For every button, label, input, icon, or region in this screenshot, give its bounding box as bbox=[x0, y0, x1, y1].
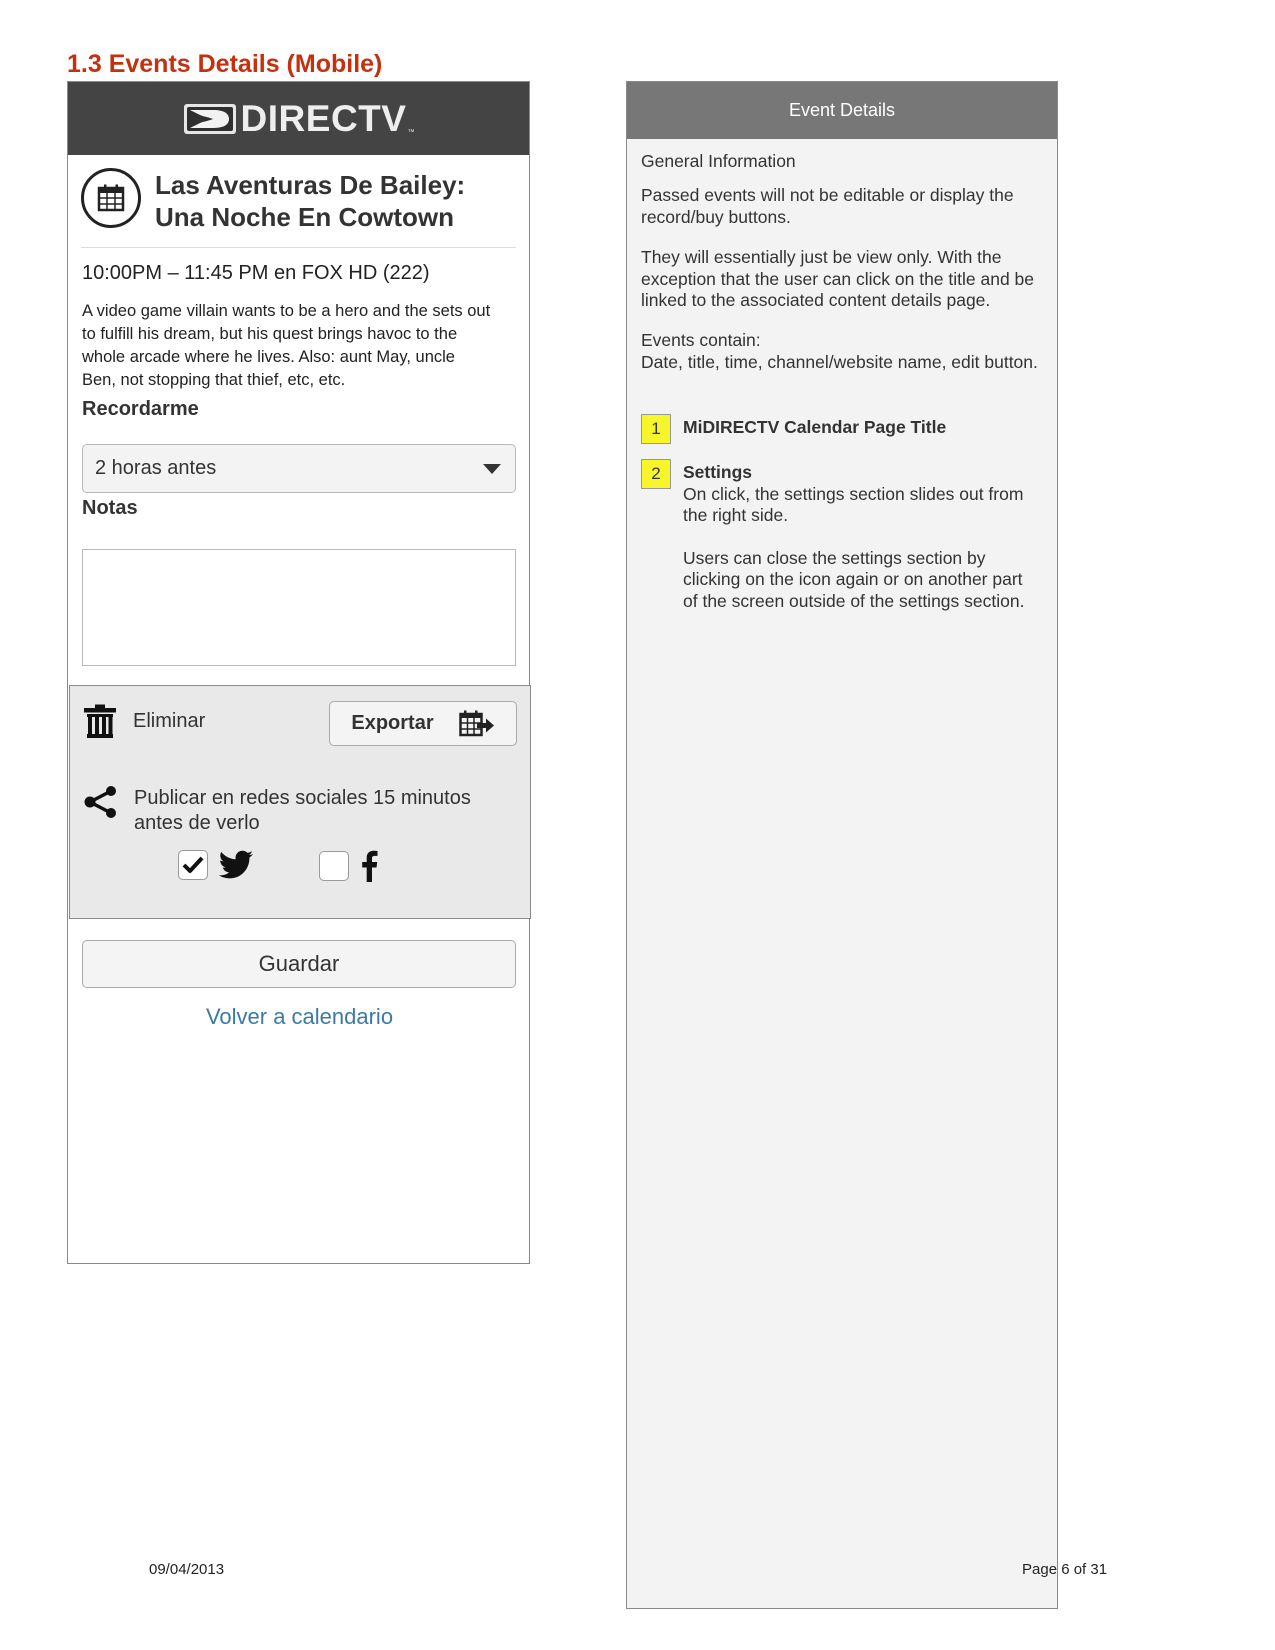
delete-button[interactable] bbox=[84, 704, 205, 738]
facebook-icon bbox=[359, 850, 379, 882]
event-title-line-1: Las Aventuras De Bailey: bbox=[155, 170, 466, 200]
event-time: 10:00PM – 11:45 PM en FOX HD (222) bbox=[82, 262, 430, 284]
event-title-line-2: Una Noche En Cowtown bbox=[155, 202, 454, 232]
annotation-paragraph-3-line-1: Events contain: bbox=[641, 330, 761, 350]
annotation-paragraph-3-line-2: Date, title, time, channel/website name, edit button. bbox=[641, 351, 1038, 372]
notes-label: Notas bbox=[82, 497, 138, 519]
delete-label: Eliminar bbox=[133, 709, 206, 732]
annotation-number-badge: 1 bbox=[641, 414, 671, 444]
directv-logo-mark-icon bbox=[183, 102, 237, 136]
back-to-calendar-link[interactable]: Volver a calendario bbox=[205, 1004, 394, 1029]
footer-page-number: Page 6 of 31 bbox=[1022, 1561, 1108, 1578]
checkmark-icon bbox=[182, 855, 204, 875]
directv-logo[interactable] bbox=[183, 98, 415, 140]
annotation-title: Settings bbox=[683, 462, 753, 482]
section-heading: 1.3 Events Details (Mobile) bbox=[67, 50, 383, 78]
trademark: ™ bbox=[407, 128, 415, 136]
mobile-mockup bbox=[67, 81, 530, 1264]
footer-date: 09/04/2013 bbox=[149, 1561, 225, 1578]
app-header bbox=[68, 82, 529, 155]
annotation-panel-header: Event Details bbox=[627, 82, 1057, 139]
facebook-option bbox=[319, 850, 379, 882]
annotation-item-1 bbox=[641, 417, 1038, 444]
twitter-checkbox[interactable] bbox=[178, 850, 208, 880]
annotation-text-2: Users can close the settings section by clicking on the icon again or on another part of the screen outside of the settings section. bbox=[683, 547, 1025, 611]
annotation-paragraph-3 bbox=[641, 330, 1046, 373]
brand-name: DIRECTV bbox=[240, 97, 407, 139]
export-button[interactable] bbox=[329, 701, 517, 746]
annotation-paragraph-2: They will essentially just be view only. With the exception that the user can click on the title and be linked to the associated content details page. bbox=[641, 247, 1035, 310]
export-label: Exportar bbox=[351, 712, 434, 734]
annotation-body bbox=[683, 462, 1038, 612]
reminder-select-value: 2 horas antes bbox=[95, 457, 217, 479]
notes-textarea[interactable] bbox=[82, 549, 516, 666]
annotation-text: On click, the settings section slides out from the right side. bbox=[683, 483, 1024, 525]
trash-icon bbox=[84, 704, 116, 738]
export-calendar-icon bbox=[459, 710, 495, 738]
annotation-paragraph-1: Passed events will not be editable or display the record/buy buttons. bbox=[641, 185, 1014, 227]
actions-panel bbox=[69, 685, 531, 919]
calendar-icon bbox=[81, 168, 141, 228]
save-button[interactable]: Guardar bbox=[82, 940, 516, 988]
share-icon bbox=[84, 786, 118, 818]
event-title[interactable] bbox=[155, 169, 465, 233]
dropdown-caret-icon bbox=[483, 464, 501, 474]
twitter-icon bbox=[218, 850, 254, 880]
reminder-label: Recordarme bbox=[82, 398, 199, 420]
annotation-item-2 bbox=[641, 462, 1038, 612]
general-info-heading: General Information bbox=[641, 151, 796, 171]
annotation-title: MiDIRECTV Calendar Page Title bbox=[683, 417, 947, 437]
twitter-option bbox=[178, 850, 254, 880]
reminder-select[interactable] bbox=[82, 444, 516, 493]
annotation-body bbox=[683, 417, 1038, 439]
share-row bbox=[84, 786, 494, 836]
annotation-panel bbox=[626, 81, 1058, 1609]
facebook-checkbox[interactable] bbox=[319, 851, 349, 881]
share-text: Publicar en redes sociales 15 minutos antes de verlo bbox=[134, 787, 471, 834]
event-description: A video game villain wants to be a hero and the sets out to fulfill his dream, but his quest brings havoc to the whole arcade where he lives. Also: aunt May, uncle Ben, not stopping that thief, etc, etc. bbox=[82, 302, 491, 389]
event-title-row bbox=[81, 168, 516, 248]
annotation-number-badge: 2 bbox=[641, 459, 671, 489]
